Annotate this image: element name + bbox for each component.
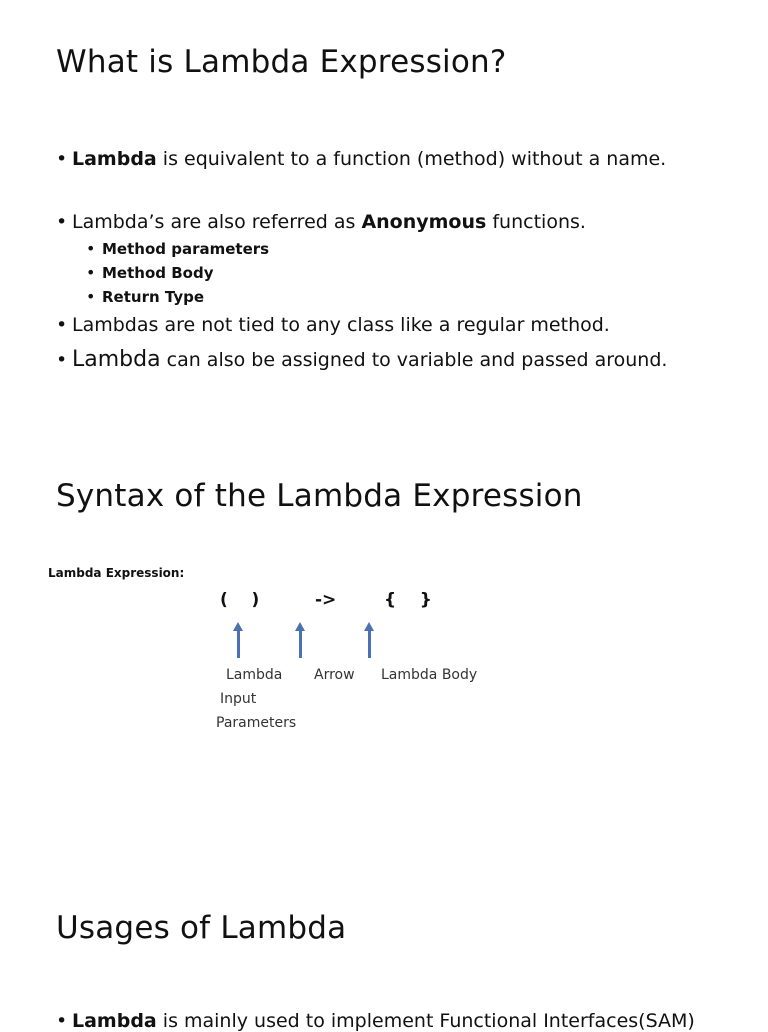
lambda-expression-label: Lambda Expression: — [48, 566, 185, 580]
bullet-dot: • — [56, 314, 68, 336]
bullet-dot: • — [86, 239, 96, 258]
caption-lambda-body: Lambda Body — [381, 667, 478, 683]
bold-term: Lambda — [72, 1010, 157, 1032]
caption-input: Input — [220, 691, 257, 707]
bold-term: Anonymous — [361, 211, 487, 233]
bullet-dot: • — [56, 1010, 68, 1032]
bullet-text: can also be assigned to variable and passed around. — [160, 349, 668, 371]
bullet-anonymous — [56, 211, 586, 233]
sub-bullet-method-parameters — [86, 239, 269, 258]
caption-arrow: Arrow — [314, 667, 355, 683]
caption-parameters: Parameters — [216, 715, 297, 731]
bullet-text: is equivalent to a function (method) without a name. — [156, 148, 667, 170]
bullet-lambda-definition — [56, 148, 666, 170]
syntax-arrow: -> — [315, 590, 337, 610]
bullet-text: Lambdas are not tied to any class like a regular method. — [72, 314, 610, 336]
bullet-dot: • — [86, 287, 96, 306]
bullet-text-pre: Lambda’s are also referred as — [72, 211, 362, 233]
bold-term: Lambda — [72, 148, 157, 170]
bullet-dot: • — [56, 211, 68, 233]
bullet-dot: • — [56, 349, 68, 371]
bullet-dot: • — [56, 148, 68, 170]
syntax-braces: { } — [384, 590, 432, 610]
slide3-title: Usages of Lambda — [56, 910, 347, 946]
bullet-big-word: Lambda — [72, 347, 161, 372]
sub-bullet-text: Method parameters — [102, 240, 270, 258]
syntax-parens: ( ) — [220, 590, 260, 610]
arrow-up-icon — [368, 630, 371, 658]
arrow-up-icon — [299, 630, 302, 658]
slide2-title: Syntax of the Lambda Expression — [56, 478, 583, 514]
sub-bullet-return-type — [86, 287, 204, 306]
sub-bullet-method-body — [86, 263, 213, 282]
bullet-text-post: functions. — [486, 211, 586, 233]
bullet-not-tied — [56, 314, 610, 336]
sub-bullet-text: Method Body — [102, 264, 214, 282]
arrow-up-icon — [237, 630, 240, 658]
sub-bullet-text: Return Type — [102, 288, 205, 306]
caption-lambda: Lambda — [226, 667, 283, 683]
bullet-dot: • — [86, 263, 96, 282]
slide1-title: What is Lambda Expression? — [56, 44, 507, 80]
bullet-assigned — [56, 347, 667, 372]
bullet-text: is mainly used to implement Functional Interfaces(SAM) — [156, 1010, 695, 1032]
bullet-functional-interfaces — [56, 1010, 695, 1032]
